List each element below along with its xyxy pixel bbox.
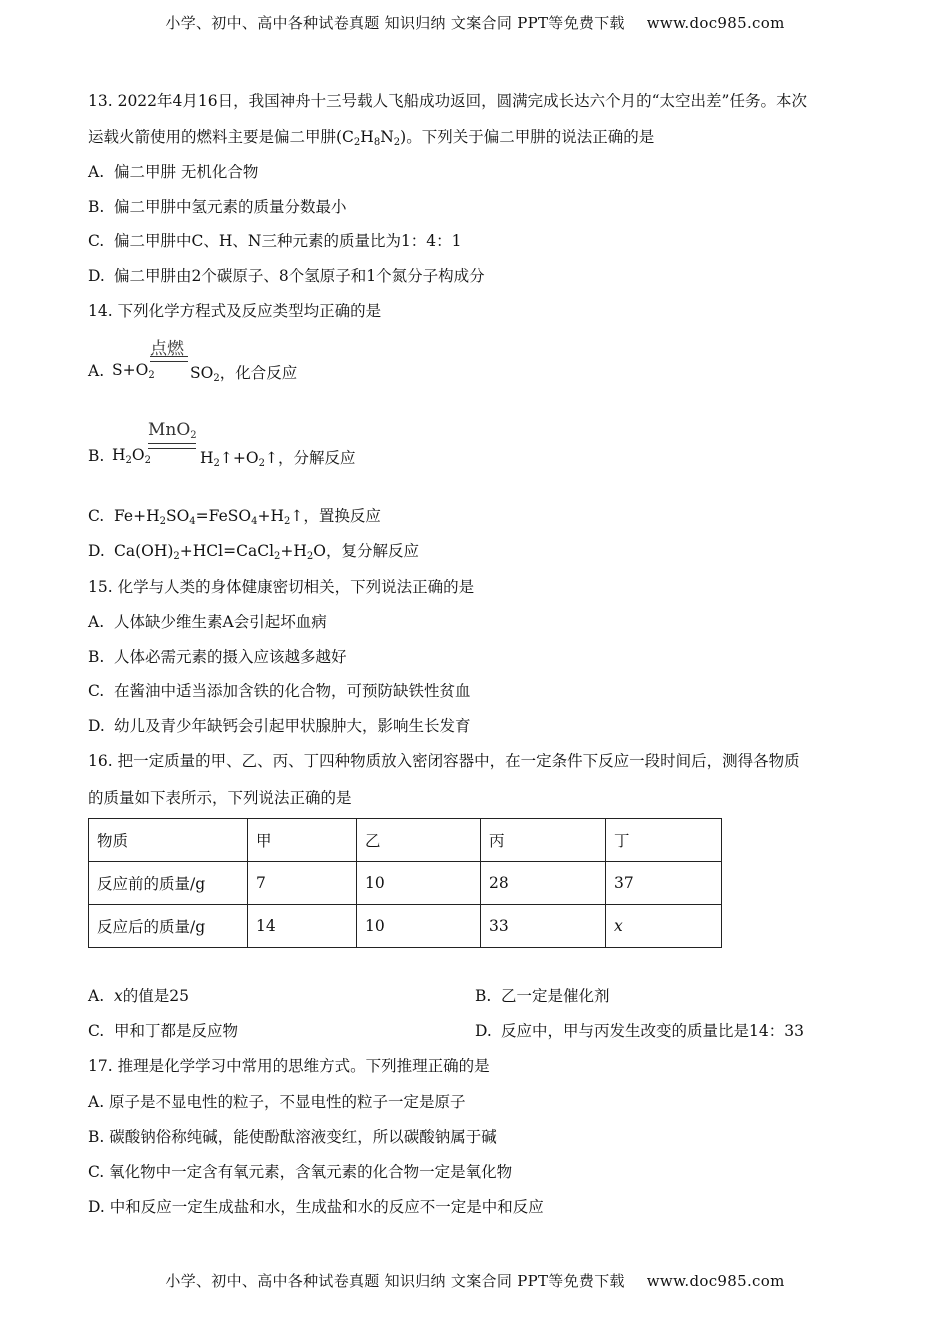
q16-mass-table [88, 818, 722, 948]
q14-b-equals-sign [148, 443, 196, 449]
table-cell: 丙 [481, 819, 606, 862]
q14-b-reactants: $H_2O_2$ [112, 446, 151, 466]
q17-option-d[interactable]: D. 中和反应一定生成盐和水，生成盐和水的反应不一定是中和反应 [88, 1198, 544, 1216]
q14-option-a-label[interactable]: A. [88, 362, 105, 380]
q13-option-b[interactable]: B. 偏二甲肼中氢元素的质量分数最小 [88, 198, 347, 216]
table-cell: 反应后的质量/g [89, 905, 248, 948]
q15-option-b[interactable]: B. 人体必需元素的摄入应该越多越好 [88, 648, 347, 666]
q15-stem: 15. 化学与人类的身体健康密切相关，下列说法正确的是 [88, 578, 475, 596]
q14-a-products: $SO_2$，化合反应 [190, 364, 298, 384]
header-text: 小学、初中、高中各种试卷真题 知识归纳 文案合同 PPT等免费下载 [165, 14, 625, 32]
table-cell: 反应前的质量/g [89, 862, 248, 905]
footer-site-link[interactable]: www.doc985.com [646, 1272, 785, 1290]
q15-option-c[interactable]: C. 在酱油中适当添加含铁的化合物，可预防缺铁性贫血 [88, 682, 471, 700]
q13-stem-line1: 13. 2022年4月16日，我国神舟十三号载人飞船成功返回，圆满完成长达六个月的“太空出差”任务。本次 [88, 92, 807, 110]
q14-a-equals-sign [150, 356, 188, 362]
q16-stem-line2: 的质量如下表所示，下列说法正确的是 [88, 789, 352, 807]
q14-option-c[interactable]: C. $Fe+H_2SO_4=FeSO_4+H_2↑$，置换反应 [88, 507, 381, 527]
q14-a-reactants: $S+O_2$ [112, 361, 155, 381]
q16-option-c[interactable]: C. 甲和丁都是反应物 [88, 1022, 239, 1040]
table-cell: 甲 [248, 819, 357, 862]
footer-text: 小学、初中、高中各种试卷真题 知识归纳 文案合同 PPT等免费下载 [165, 1272, 625, 1290]
table-cell: 物质 [89, 819, 248, 862]
table-header-row [89, 819, 722, 862]
table-cell: x [606, 905, 722, 948]
q13-option-c[interactable]: C. 偏二甲肼中C、H、N三种元素的质量比为1：4：1 [88, 232, 462, 250]
q14-a-condition: 点燃 [150, 339, 184, 359]
page-footer [0, 1270, 950, 1291]
table-cell: 33 [481, 905, 606, 948]
q13-stem-line2: 运载火箭使用的燃料主要是偏二甲肼$(C_2H_8N_2)$。下列关于偏二甲肼的说法正确的是 [88, 128, 655, 148]
table-cell: 10 [357, 862, 481, 905]
table-cell: 14 [248, 905, 357, 948]
table-cell: 乙 [357, 819, 481, 862]
q17-option-b[interactable]: B. 碳酸钠俗称纯碱，能使酚酞溶液变红，所以碳酸钠属于碱 [88, 1128, 497, 1146]
table-cell: 丁 [606, 819, 722, 862]
q16-option-b[interactable]: B. 乙一定是催化剂 [475, 987, 610, 1005]
page-header [0, 12, 950, 33]
table-row [89, 862, 722, 905]
q15-option-a[interactable]: A. 人体缺少维生素A会引起坏血病 [88, 613, 327, 631]
table-row [89, 905, 722, 948]
q16-option-d[interactable]: D. 反应中，甲与丙发生改变的质量比是14：33 [475, 1022, 804, 1040]
q13-option-a[interactable]: A. 偏二甲肼 无机化合物 [88, 163, 259, 181]
q14-option-d[interactable]: D. $Ca(OH)_2+HCl=CaCl_2+H_2O$，复分解反应 [88, 542, 420, 562]
table-cell: 7 [248, 862, 357, 905]
q16-stem-line1: 16. 把一定质量的甲、乙、丙、丁四种物质放入密闭容器中，在一定条件下反应一段时间后，测得各物质 [88, 752, 800, 770]
q13-option-d[interactable]: D. 偏二甲肼由2个碳原子、8个氢原子和1个氮分子构成分 [88, 267, 485, 285]
q14-b-condition: MnO$_2$ [148, 420, 197, 441]
q14-b-products: $H_2↑+O_2↑$，分解反应 [200, 449, 356, 469]
table-cell: 28 [481, 862, 606, 905]
q17-option-a[interactable]: A. 原子是不显电性的粒子，不显电性的粒子一定是原子 [88, 1093, 466, 1111]
q15-option-d[interactable]: D. 幼儿及青少年缺钙会引起甲状腺肿大，影响生长发育 [88, 717, 471, 735]
table-cell: 37 [606, 862, 722, 905]
q14-stem: 14. 下列化学方程式及反应类型均正确的是 [88, 302, 382, 320]
q17-stem: 17. 推理是化学学习中常用的思维方式。下列推理正确的是 [88, 1057, 490, 1075]
table-cell: 10 [357, 905, 481, 948]
q16-option-a[interactable]: A. x的值是25 [88, 987, 189, 1005]
q17-option-c[interactable]: C. 氧化物中一定含有氧元素，含氧元素的化合物一定是氧化物 [88, 1163, 513, 1181]
header-site-link[interactable]: www.doc985.com [646, 14, 785, 32]
q14-option-b-label[interactable]: B. [88, 447, 105, 465]
